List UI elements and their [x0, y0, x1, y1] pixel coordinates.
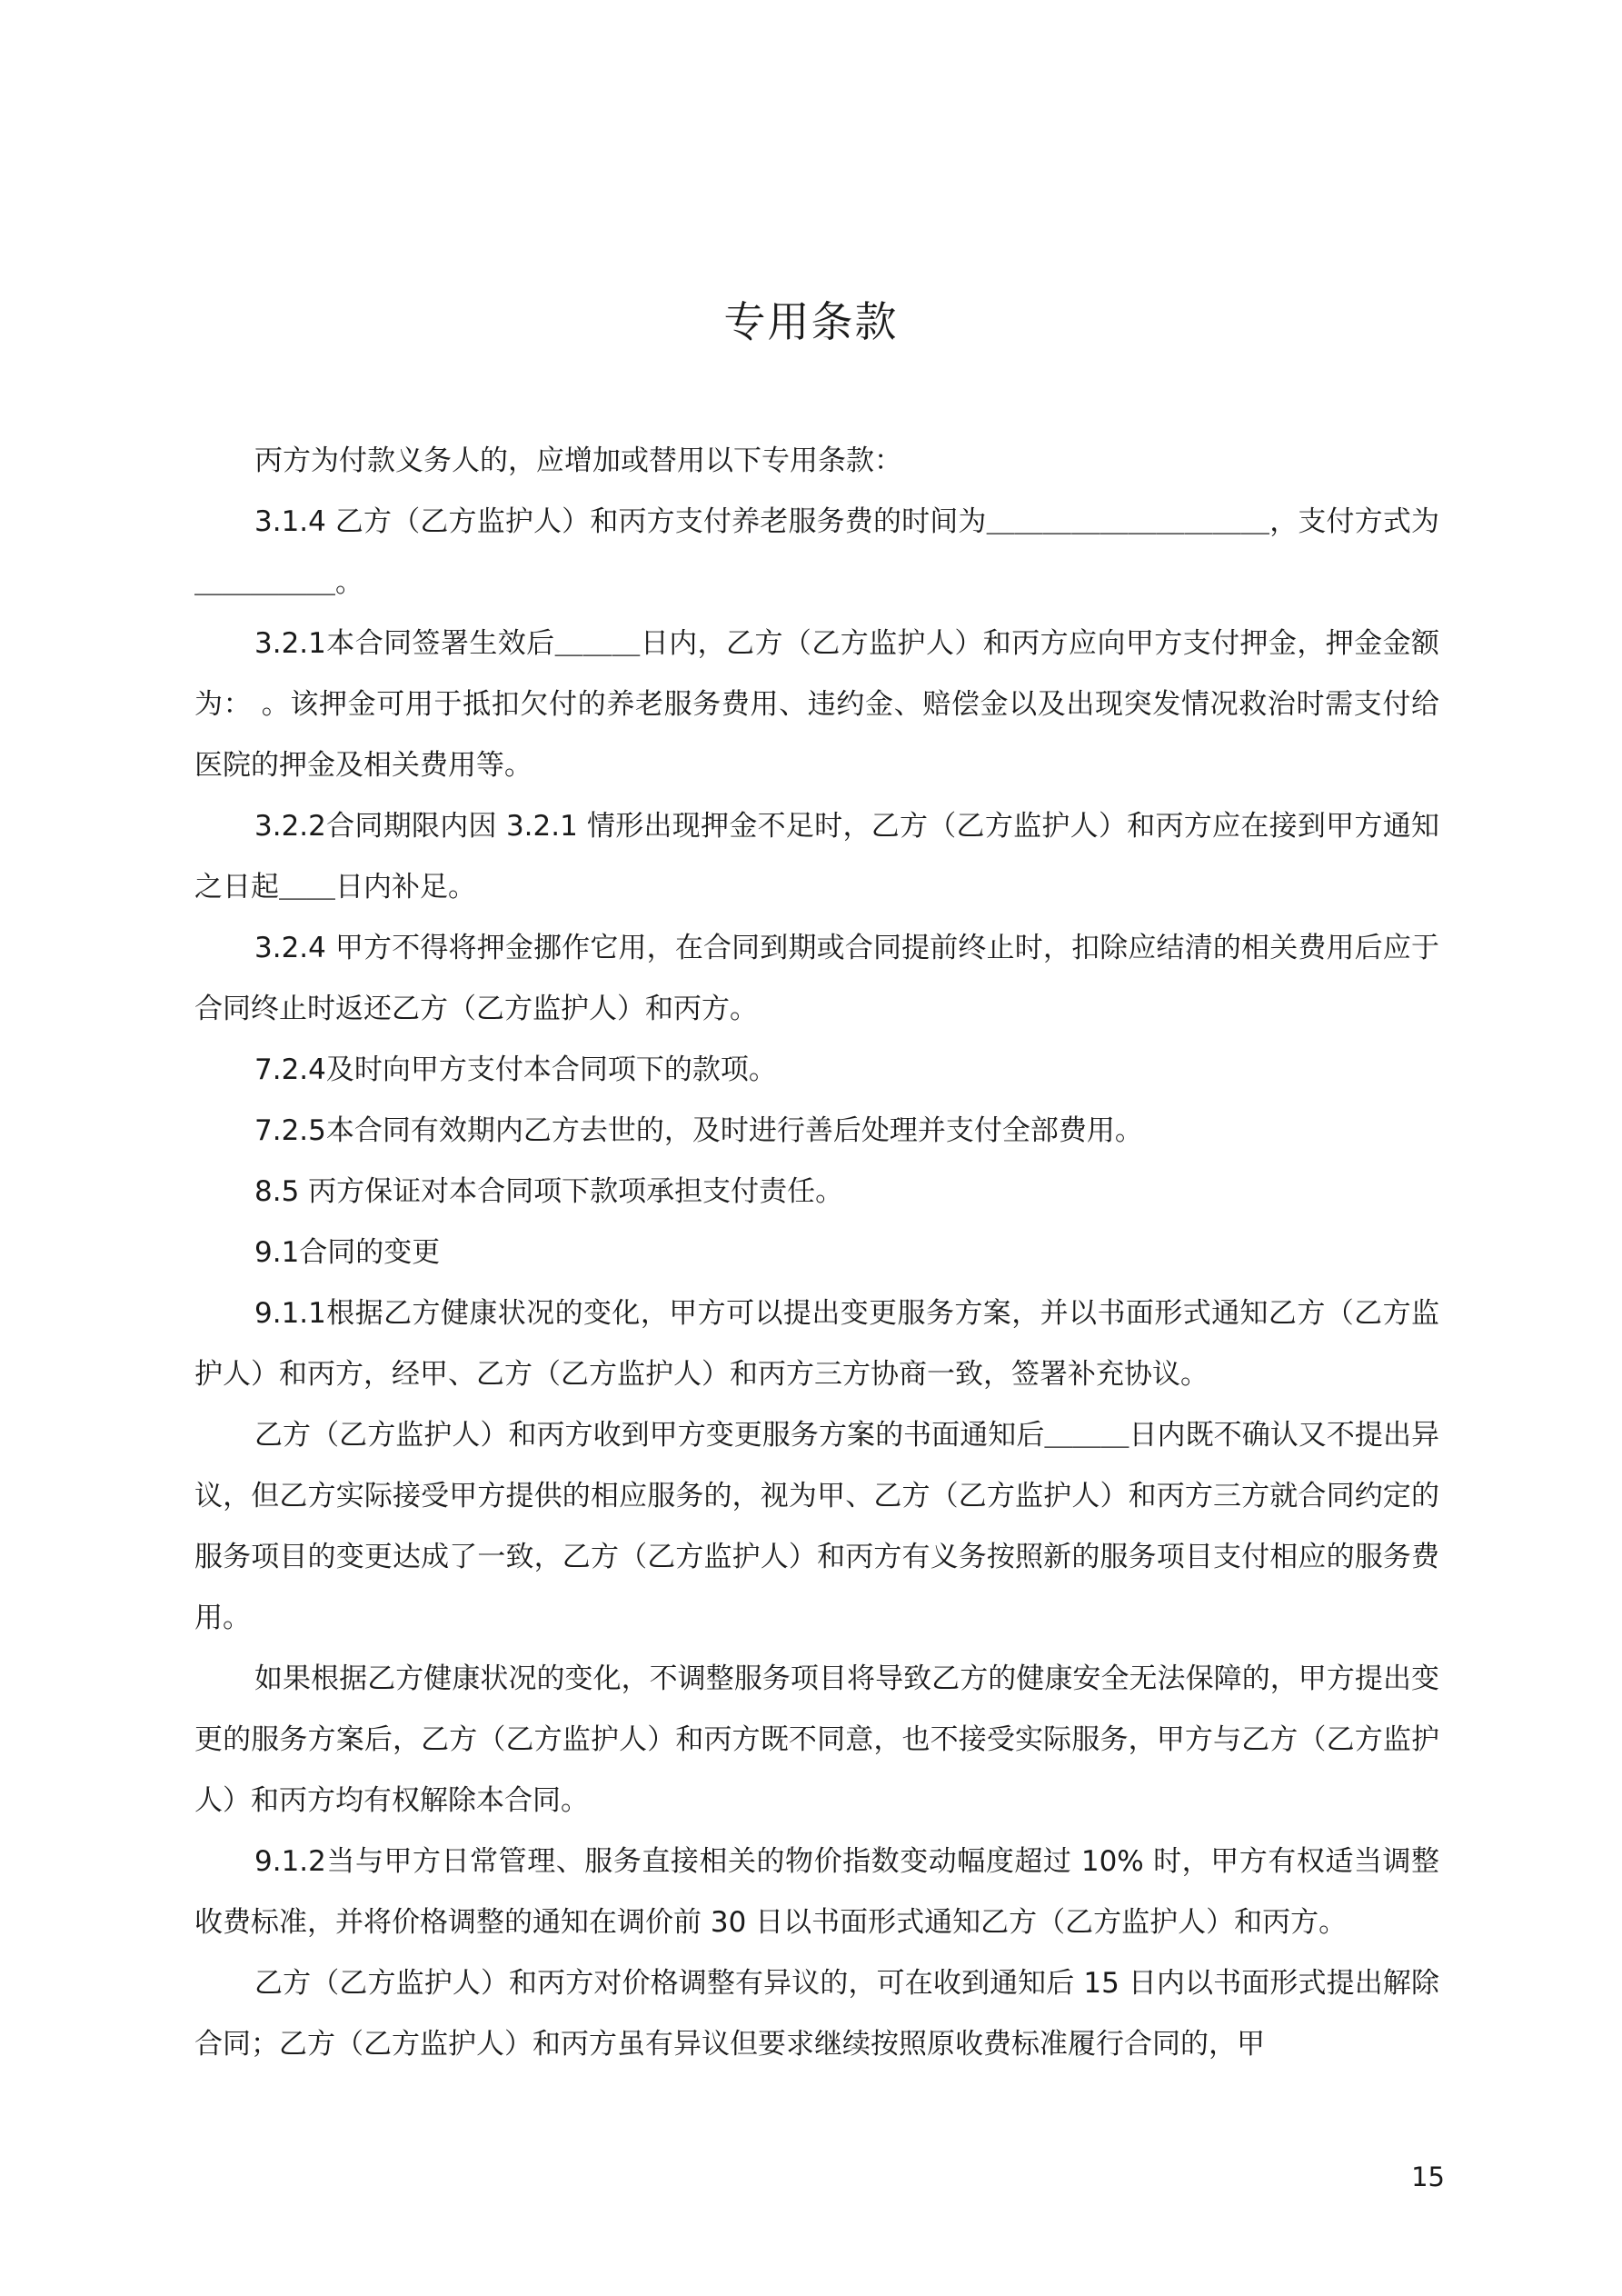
paragraph-3-2-4: 3.2.4 甲方不得将押金挪作它用，在合同到期或合同提前终止时，扣除应结清的相关费用后应于合同终止时返还乙方（乙方监护人）和丙方。	[194, 932, 1439, 1025]
paragraph-3-1-4: 3.1.4 乙方（乙方监护人）和丙方支付养老服务费的时间为＿＿＿＿＿＿＿＿＿＿，支付方式为＿＿＿＿＿。	[194, 505, 1439, 599]
paragraph-8-5: 8.5 丙方保证对本合同项下款项承担支付责任。	[254, 1175, 844, 1208]
paragraph-9-1-1: 9.1.1根据乙方健康状况的变化，甲方可以提出变更服务方案，并以书面形式通知乙方（乙方监护人）和丙方，经甲、乙方（乙方监护人）和丙方三方协商一致，签署补充协议。	[194, 1297, 1439, 1391]
paragraph-change-confirmation: 乙方（乙方监护人）和丙方收到甲方变更服务方案的书面通知后＿＿＿日内既不确认又不提出异议，但乙方实际接受甲方提供的相应服务的，视为甲、乙方（乙方监护人）和丙方三方就合同约定的服务项目的变更达成了一致，乙方（乙方监护人）和丙方有义务按照新的服务项目支付相应的服务费用。	[194, 1419, 1439, 1634]
paragraph-3-2-1: 3.2.1本合同签署生效后＿＿＿日内，乙方（乙方监护人）和丙方应向甲方支付押金，押金金额为： 。该押金可用于抵扣欠付的养老服务费用、违约金、赔偿金以及出现突发情况救治时需支付给医院的押金及相关费用等。	[194, 627, 1439, 782]
paragraph-change-termination: 如果根据乙方健康状况的变化，不调整服务项目将导致乙方的健康安全无法保障的，甲方提出变更的服务方案后，乙方（乙方监护人）和丙方既不同意，也不接受实际服务，甲方与乙方（乙方监护人）和丙方均有权解除本合同。	[194, 1662, 1439, 1817]
paragraph-7-2-5: 7.2.5本合同有效期内乙方去世的，及时进行善后处理并支付全部费用。	[254, 1114, 1143, 1147]
page-number: 15	[1411, 2161, 1445, 2192]
paragraph-9-1: 9.1合同的变更	[254, 1236, 441, 1269]
page-title: 专用条款	[723, 297, 899, 346]
document-body	[194, 431, 1439, 2075]
paragraph-7-2-4: 7.2.4及时向甲方支付本合同项下的款项。	[254, 1053, 777, 1086]
paragraph-9-1-2: 9.1.2当与甲方日常管理、服务直接相关的物价指数变动幅度超过 10% 时，甲方有权适当调整收费标准，并将价格调整的通知在调价前 30 日以书面形式通知乙方（乙方监护人）和丙方。	[194, 1845, 1439, 1939]
paragraph-price-objection: 乙方（乙方监护人）和丙方对价格调整有异议的，可在收到通知后 15 日内以书面形式提出解除合同；乙方（乙方监护人）和丙方虽有异议但要求继续按照原收费标准履行合同的，甲	[194, 1967, 1439, 2061]
paragraph-3-2-2: 3.2.2合同期限内因 3.2.1 情形出现押金不足时，乙方（乙方监护人）和丙方应在接到甲方通知之日起＿＿日内补足。	[194, 810, 1439, 903]
paragraph-intro: 丙方为付款义务人的，应增加或替用以下专用条款：	[254, 444, 902, 477]
